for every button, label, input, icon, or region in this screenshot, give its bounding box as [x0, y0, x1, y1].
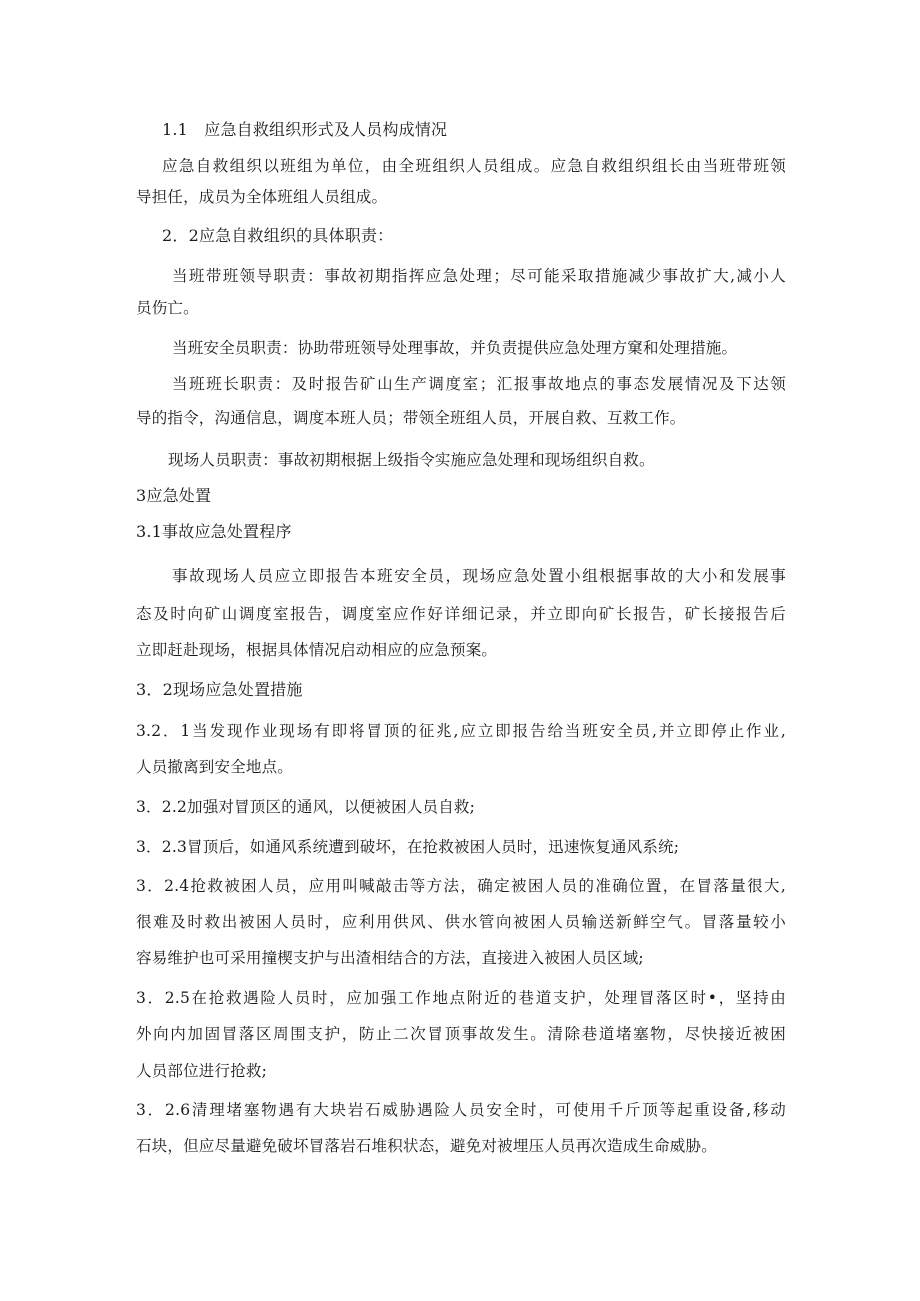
list-item-continuation: 人员撤离到安全地点。 — [136, 758, 294, 776]
section-2-2-title: 2．2应急自救组织的具体职责： — [162, 226, 394, 245]
section-3-title: 3应急处置 — [136, 486, 212, 505]
paragraph-line: 事故现场人员应立即报告本班安全员，现场应急处置小组根据事故的大小和发展事 — [172, 567, 786, 585]
paragraph-line: 立即赶赴现场，根据具体情况启动相应的应急预案。 — [136, 641, 498, 659]
list-item-continuation: 人员部位进行抢救; — [136, 1062, 268, 1080]
list-item: 3．2.3冒顶后，如通风系统遭到破坏，在抢救被困人员时，迅速恢复通风系统; — [136, 838, 680, 856]
section-1-1-title: 1.1 应急自救组织形式及人员构成情况 — [162, 120, 448, 139]
paragraph-line: 当班带班领导职责：事故初期指挥应急处理；尽可能采取措施减少事故扩大,减小人 — [172, 267, 786, 285]
paragraph-line: 应急自救组织以班组为单位，由全班组织人员组成。应急自救组织组长由当班带班领 — [162, 157, 786, 175]
list-item: 3．2.4抢救被困人员，应用叫喊敲击等方法，确定被困人员的准确位置，在冒落量很大, — [136, 877, 786, 895]
paragraph-line: 当班班长职责：及时报告矿山生产调度室；汇报事故地点的事态发展情况及下达领 — [172, 375, 786, 393]
section-3-1-title: 3.1事故应急处置程序 — [136, 522, 292, 541]
paragraph-line: 导的指令，沟通信息，调度本班人员；带领全班组人员，开展自救、互救工作。 — [136, 409, 686, 427]
list-item-continuation: 石块，但应尽量避免破坏冒落岩石堆积状态，避免对被埋压人员再次造成生命威胁。 — [136, 1137, 717, 1155]
list-item: 3.2．1当发现作业现场有即将冒顶的征兆,应立即报告给当班安全员,并立即停止作业, — [136, 722, 786, 740]
list-item-continuation: 外向内加固冒落区周围支护，防止二次冒顶事故发生。清除巷道堵塞物，尽快接近被困 — [136, 1025, 786, 1043]
paragraph-line: 导担任，成员为全体班组人员组成。 — [136, 188, 388, 206]
list-item: 3．2.5在抢救遇险人员时，应加强工作地点附近的巷道支护，处理冒落区时•，坚持由 — [136, 989, 786, 1007]
list-item-continuation: 容易维护也可采用撞楔支护与出渣相结合的方法，直接进入被困人员区域; — [136, 949, 644, 967]
paragraph-line: 现场人员职责：事故初期根据上级指令实施应急处理和现场组织自救。 — [168, 451, 655, 469]
list-item: 3．2.2加强对冒顶区的通风，以便被困人员自救; — [136, 798, 476, 816]
paragraph-line: 员伤亡。 — [136, 299, 199, 317]
list-item: 3．2.6清理堵塞物遇有大块岩石威胁遇险人员安全时，可使用千斤顶等起重设备,移动 — [136, 1101, 786, 1119]
list-item-continuation: 很难及时救出被困人员时，应利用供风、供水管向被困人员输送新鲜空气。冒落量较小 — [136, 913, 786, 931]
paragraph-line: 当班安全员职责：协助带班领导处理事故，并负责提供应急处理方窠和处理措施。 — [172, 339, 738, 357]
paragraph-line: 态及时向矿山调度室报告，调度室应作好详细记录，并立即向矿长报告，矿长接报告后 — [136, 605, 786, 623]
section-3-2-title: 3．2现场应急处置措施 — [136, 680, 303, 699]
